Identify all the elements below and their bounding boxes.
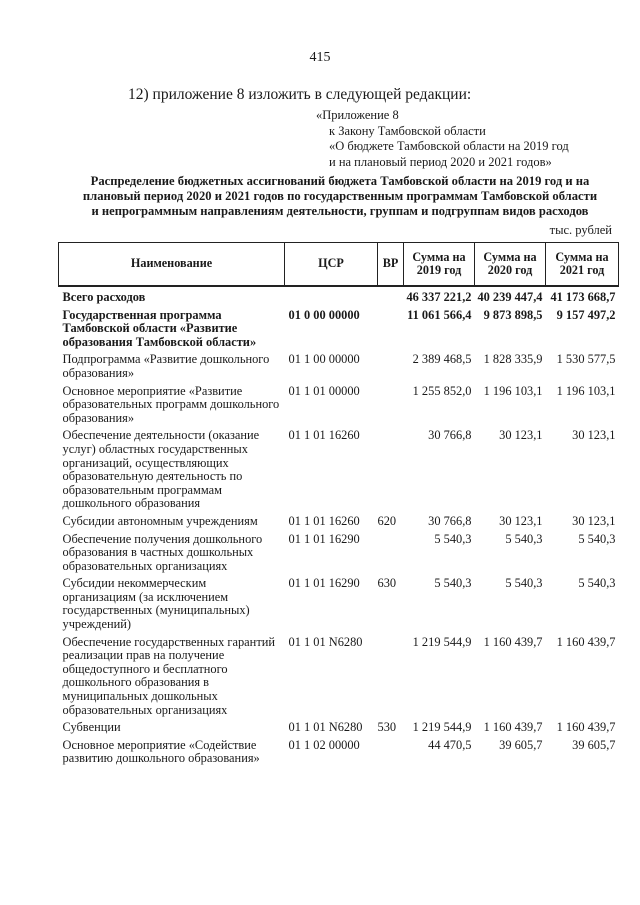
row-sum-2021: 1 196 103,1 [556,383,616,398]
row-csr [285,291,378,305]
row-sum-2020: 40 239 447,4 [477,290,543,304]
row-vr: 530 [377,720,397,735]
row-sum-2020: 30 123,1 [499,428,543,443]
row-csr: 01 1 01 16260 [288,428,360,443]
row-vr [378,533,404,574]
row-sum-2020: 1 160 439,7 [483,634,543,649]
appendix-line: «О бюджете Тамбовской области на 2019 год [329,139,569,153]
row-csr: 01 1 01 N6280 [288,634,363,649]
row-sum-2019: 1 219 544,9 [412,634,472,649]
row-sum-2020: 39 605,7 [499,737,543,752]
row-sum-2021: 39 605,7 [572,737,616,752]
row-sum-2020: 1 196 103,1 [483,383,543,398]
row-sum-2020: 1 828 335,9 [483,352,543,367]
row-name: Подпрограмма «Развитие дошкольного образования» [62,352,270,380]
table-body [59,286,619,770]
row-name: Субсидии некоммерческим организациям (за исключением государственных (муниципальных) учреждений) [62,576,250,632]
row-sum-2020: 5 540,3 [505,531,543,546]
row-name: Субвенции [62,720,121,735]
units-label: тыс. рублей [549,223,612,237]
row-sum-2020: 30 123,1 [499,513,543,528]
title-line: Распределение бюджетных ассигнований бюджета Тамбовской области на 2019 год и на [90,174,590,188]
row-csr: 01 1 01 16260 [288,513,360,528]
row-sum-2019: 2 389 468,5 [412,352,472,367]
row-sum-2019: 46 337 221,2 [406,290,472,304]
table-row [59,577,619,631]
row-name: Основное мероприятие «Содействие развитию дошкольного образования» [62,737,260,766]
header-csr: ЦСР [285,243,378,287]
row-vr [378,353,404,380]
row-vr [378,636,404,718]
row-name: Субсидии автономным учреждениям [62,513,258,528]
row-sum-2021: 41 173 668,7 [550,290,616,304]
document-title [64,174,616,219]
table-row [59,309,619,350]
title-line: плановый период 2020 и 2021 годов по государственным программам Тамбовской области [82,189,598,203]
row-vr [378,309,404,350]
row-csr: 01 0 00 00000 [288,307,360,322]
row-sum-2019: 30 766,8 [428,428,472,443]
row-sum-2020: 9 873 898,5 [483,307,543,322]
row-sum-2019: 44 470,5 [428,737,472,752]
row-csr: 01 1 02 00000 [288,737,360,752]
row-sum-2021: 30 123,1 [572,428,616,443]
header-sum-2021: Сумма на 2021 год [546,243,619,287]
title-line: и непрограммным направлениям деятельности, группам и подгруппам видов расходов [91,204,589,218]
intro-text: 12) приложение 8 изложить в следующей редакции: [128,86,472,103]
header-vr: ВР [378,243,404,287]
table-row [59,291,619,305]
row-sum-2019: 1 219 544,9 [412,720,472,735]
header-sum-2019: Сумма на 2019 год [404,243,475,287]
row-name: Обеспечение государственных гарантий реализации прав на получение общедоступного и бесплатного дошкольного образования в муниципальных дошкольных образовательных организациях [62,634,275,717]
table-row [59,353,619,380]
row-vr: 630 [377,576,397,591]
table-row [59,533,619,574]
row-sum-2020: 1 160 439,7 [483,720,543,735]
header-name: Наименование [59,243,285,287]
table-row [59,515,619,529]
row-csr: 01 1 01 16290 [288,576,360,591]
row-csr: 01 1 01 N6280 [288,720,363,735]
row-vr [378,385,404,426]
table-row [59,721,619,735]
row-sum-2019: 5 540,3 [434,576,472,591]
row-csr: 01 1 01 00000 [288,383,360,398]
appendix-reference [316,108,569,170]
appendix-line: к Закону Тамбовской области [329,123,486,138]
row-sum-2020: 5 540,3 [505,576,543,591]
row-sum-2021: 1 160 439,7 [556,720,616,735]
row-sum-2021: 30 123,1 [572,513,616,528]
row-sum-2021: 5 540,3 [578,531,616,546]
row-spacer [59,766,619,770]
row-sum-2021: 5 540,3 [578,576,616,591]
page-number: 415 [309,50,331,65]
row-name: Обеспечение деятельности (оказание услуг) областных государственных организаций, осуществляющих образовательную деятельность по образовательным программам дошкольного образования [62,428,260,511]
row-sum-2019: 11 061 566,4 [407,307,472,322]
row-sum-2021: 1 160 439,7 [556,634,616,649]
row-vr: 620 [377,513,397,528]
row-vr [378,739,404,766]
row-name: Государственная программа Тамбовской области «Развитие образования Тамбовской области» [62,307,257,349]
row-csr: 01 1 00 00000 [288,352,360,367]
table-row [59,636,619,718]
appendix-line: и на плановый период 2020 и 2021 годов» [329,154,552,169]
row-sum-2021: 9 157 497,2 [556,307,616,322]
row-csr: 01 1 01 16290 [288,531,360,546]
budget-table [58,242,619,770]
row-name: Всего расходов [62,290,146,304]
table-row [59,385,619,426]
row-name: Обеспечение получения дошкольного образования в частных дошкольных образовательных организациях [62,531,263,573]
row-vr [378,291,404,305]
row-sum-2019: 1 255 852,0 [412,383,472,398]
table-row [59,739,619,766]
table-header [59,243,619,287]
row-name: Основное мероприятие «Развитие образовательных программ дошкольного образования» [62,383,280,425]
row-vr [378,429,404,511]
appendix-line: «Приложение 8 [316,108,399,122]
row-sum-2019: 5 540,3 [434,531,472,546]
row-sum-2019: 30 766,8 [428,513,472,528]
row-sum-2021: 1 530 577,5 [556,352,616,367]
header-sum-2020: Сумма на 2020 год [475,243,546,287]
table-row [59,429,619,511]
